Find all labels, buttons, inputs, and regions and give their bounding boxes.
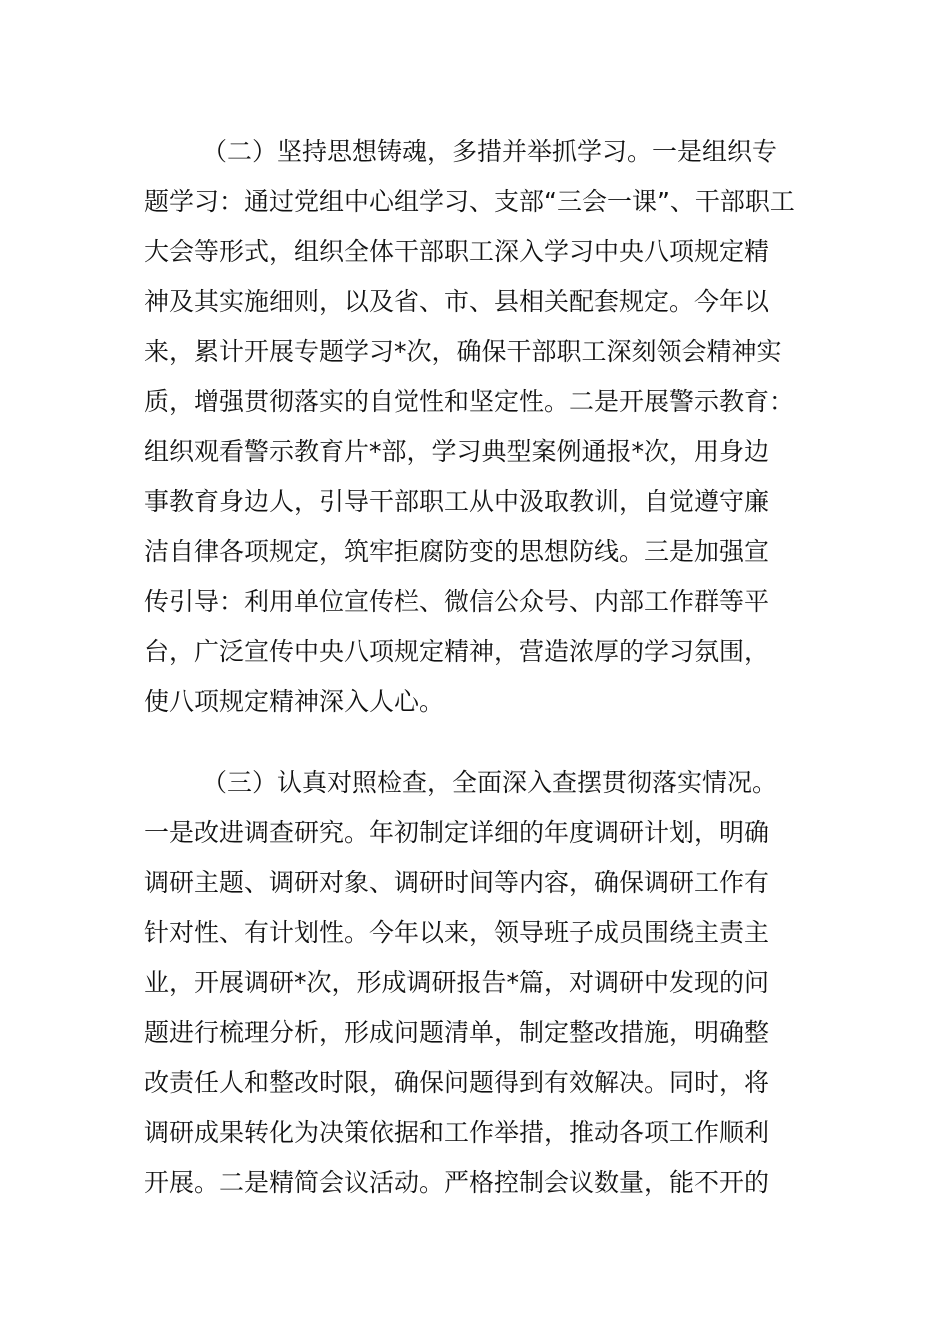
paragraph-line: 调研主题、调研对象、调研时间等内容，确保调研工作有 — [144, 868, 770, 897]
paragraph-line: （三）认真对照检查，全面深入查摆贯彻落实情况。 — [202, 768, 778, 797]
paragraph-line: 洁自律各项规定，筑牢拒腐防变的思想防线。三是加强宣 — [144, 537, 770, 566]
paragraph-line: 开展。二是精简会议活动。严格控制会议数量，能不开的 — [144, 1168, 770, 1197]
paragraph-line: 台，广泛宣传中央八项规定精神，营造浓厚的学习氛围， — [144, 637, 770, 666]
paragraph-line: 来，累计开展专题学习*次，确保干部职工深刻领会精神实 — [144, 337, 782, 366]
paragraph-line: 使八项规定精神深入人心。 — [144, 687, 445, 716]
paragraph-line: 质，增强贯彻落实的自觉性和坚定性。二是开展警示教育： — [144, 387, 795, 416]
paragraph-study — [144, 127, 812, 727]
paragraph-line: 一是改进调查研究。年初制定详细的年度调研计划，明确 — [144, 818, 770, 847]
paragraph-line: 题学习：通过党组中心组学习、支部“三会一课”、干部职工 — [144, 187, 795, 216]
paragraph-inspection — [144, 758, 812, 1208]
paragraph-line: 神及其实施细则，以及省、市、县相关配套规定。今年以 — [144, 287, 770, 316]
paragraph-line: 组织观看警示教育片*部，学习典型案例通报*次，用身边 — [144, 437, 770, 466]
paragraph-line: 传引导：利用单位宣传栏、微信公众号、内部工作群等平 — [144, 587, 770, 616]
paragraph-line: 业，开展调研*次，形成调研报告*篇，对调研中发现的问 — [144, 968, 770, 997]
paragraph-line: （二）坚持思想铸魂，多措并举抓学习。一是组织专 — [202, 137, 778, 166]
paragraph-line: 题进行梳理分析，形成问题清单，制定整改措施，明确整 — [144, 1018, 770, 1047]
paragraph-line: 改责任人和整改时限，确保问题得到有效解决。同时，将 — [144, 1068, 770, 1097]
paragraph-line: 针对性、有计划性。今年以来，领导班子成员围绕主责主 — [144, 918, 770, 947]
paragraph-line: 大会等形式，组织全体干部职工深入学习中央八项规定精 — [144, 237, 770, 266]
paragraph-line: 调研成果转化为决策依据和工作举措，推动各项工作顺利 — [144, 1118, 770, 1147]
paragraph-line: 事教育身边人，引导干部职工从中汲取教训，自觉遵守廉 — [144, 487, 770, 516]
